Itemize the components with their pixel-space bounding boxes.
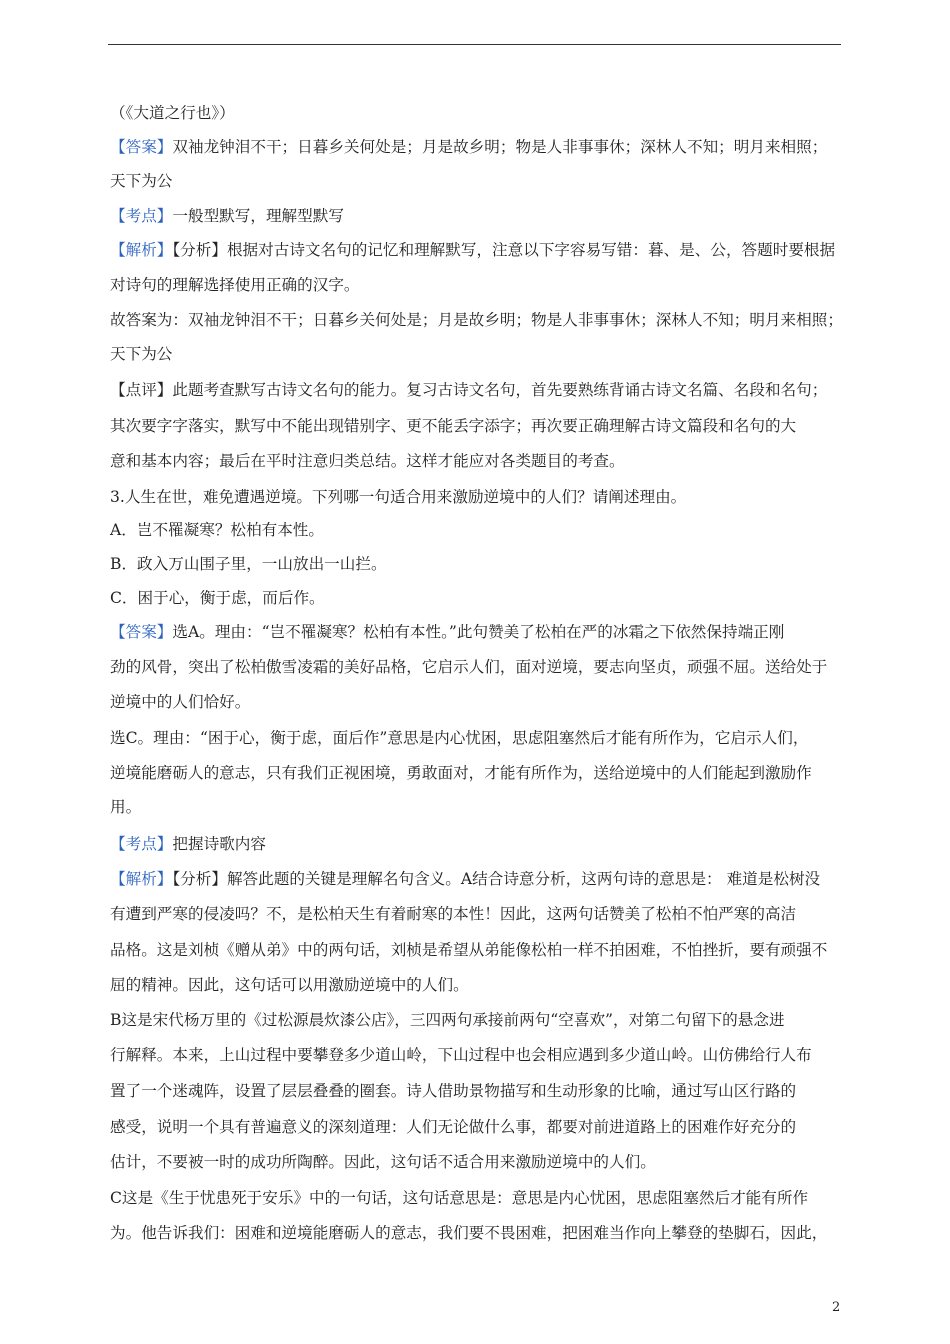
answer-tag: 【答案】 bbox=[110, 623, 173, 641]
text-line: 置了一个迷魂阵，设置了层层叠叠的圈套。诗人借助景物描写和生动形象的比喻，通过写山区行路的 bbox=[110, 1082, 797, 1100]
text-line: 对诗句的理解选择使用正确的汉字。 bbox=[110, 276, 360, 294]
text-line: 其次要字字落实，默写中不能出现错别字、更不能丢字添字；再次要正确理解古诗文篇段和名句的大 bbox=[110, 417, 797, 435]
text-line: 感受，说明一个具有普遍意义的深刻道理：人们无论做什么事，都要对前进道路上的困难作好充分的 bbox=[110, 1118, 797, 1136]
text-line: 逆境能磨砺人的意志，只有我们正视困境，勇敢面对，才能有所作为，送给逆境中的人们能起到激励作 bbox=[110, 764, 812, 782]
text-line: 天下为公 bbox=[110, 345, 173, 363]
text-line: 屈的精神。因此，这句话可以用激励逆境中的人们。 bbox=[110, 976, 469, 994]
analysis-line: 【解析】【分析】解答此题的关键是理解名句含义。A结合诗意分析，这两句诗的意思是： 难道是松树没 bbox=[110, 870, 821, 888]
answer-line: 【答案】选A。理由：“岂不罹凝寒？松柏有本性。”此句赞美了松柏在严的冰霜之下依然保持端正刚 bbox=[110, 623, 785, 641]
answer-tag: 【答案】 bbox=[110, 138, 173, 156]
option-a: A．岂不罹凝寒？松柏有本性。 bbox=[110, 521, 324, 539]
text-line: 意和基本内容；最后在平时注意归类总结。这样才能应对各类题目的考查。 bbox=[110, 452, 625, 470]
text-line: B这是宋代杨万里的《过松源晨炊漆公店》，三四两句承接前两句“空喜欢”，对第二句留下的悬念进 bbox=[110, 1011, 785, 1029]
header-rule bbox=[108, 44, 841, 45]
point-line: 【考点】把握诗歌内容 bbox=[110, 835, 266, 853]
point-line: 【考点】一般型默写，理解型默写 bbox=[110, 207, 344, 225]
text-line: C这是《生于忧患死于安乐》中的一句话，这句话意思是：意思是内心忧困，思虑阻塞然后才能有所作 bbox=[110, 1189, 809, 1207]
text-line: 逆境中的人们恰好。 bbox=[110, 693, 251, 711]
page-number: 2 bbox=[832, 1300, 841, 1315]
text-line: 用。 bbox=[110, 798, 142, 816]
source-note: （《大道之行也》） bbox=[110, 104, 235, 122]
question-stem: 3.人生在世，难免遭遇逆境。下列哪一句适合用来激励逆境中的人们？请阐述理由。 bbox=[110, 488, 687, 506]
text-line: 有遭到严寒的侵凌吗？不，是松柏天生有着耐寒的本性！因此，这两句话赞美了松柏不怕严寒的高洁 bbox=[110, 905, 797, 923]
option-c: C．困于心，衡于虑，而后作。 bbox=[110, 589, 325, 607]
text-line: 品格。这是刘桢《赠从弟》中的两句话，刘桢是希望从弟能像松柏一样不拍困难，不怕挫折，要有顽强不 bbox=[110, 941, 828, 959]
comment-line: 【点评】此题考查默写古诗文名句的能力。复习古诗文名句，首先要熟练背诵古诗文名篇、名段和名句； bbox=[110, 381, 828, 399]
text-line: 行解释。本来，上山过程中要攀登多少道山岭，下山过程中也会相应遇到多少道山岭。山仿佛给行人布 bbox=[110, 1046, 812, 1064]
point-tag: 【考点】 bbox=[110, 207, 173, 225]
option-b: B．政入万山围子里，一山放出一山拦。 bbox=[110, 555, 387, 573]
text-line: 为。他告诉我们：困难和逆境能磨砺人的意志，我们要不畏困难，把困难当作向上攀登的垫脚石，因此， bbox=[110, 1224, 828, 1242]
text-line: 天下为公 bbox=[110, 172, 173, 190]
text-line: 故答案为：双袖龙钟泪不干；日暮乡关何处是；月是故乡明；物是人非事事休；深林人不知；明月来相照； bbox=[110, 311, 843, 329]
answer-line: 【答案】双袖龙钟泪不干；日暮乡关何处是；月是故乡明；物是人非事事休；深林人不知；明月来相照； bbox=[110, 138, 828, 156]
analysis-line: 【解析】【分析】根据对古诗文名句的记忆和理解默写，注意以下字容易写错：暮、是、公，答题时要根据 bbox=[110, 241, 836, 259]
text-line: 选C。理由：“困于心，衡于虑，面后作”意思是内心忧困，思虑阻塞然后才能有所作为，它启示人们， bbox=[110, 729, 809, 747]
analysis-tag: 【解析】 bbox=[110, 870, 173, 888]
text-line: 劲的风骨，突出了松柏傲雪凌霜的美好品格，它启示人们，面对逆境，要志向坚贞，顽强不屈。送给处于 bbox=[110, 658, 828, 676]
text-line: 估计，不要被一时的成功所陶醉。因此，这句话不适合用来激励逆境中的人们。 bbox=[110, 1153, 656, 1171]
analysis-tag: 【解析】 bbox=[110, 241, 173, 259]
point-tag: 【考点】 bbox=[110, 835, 173, 853]
